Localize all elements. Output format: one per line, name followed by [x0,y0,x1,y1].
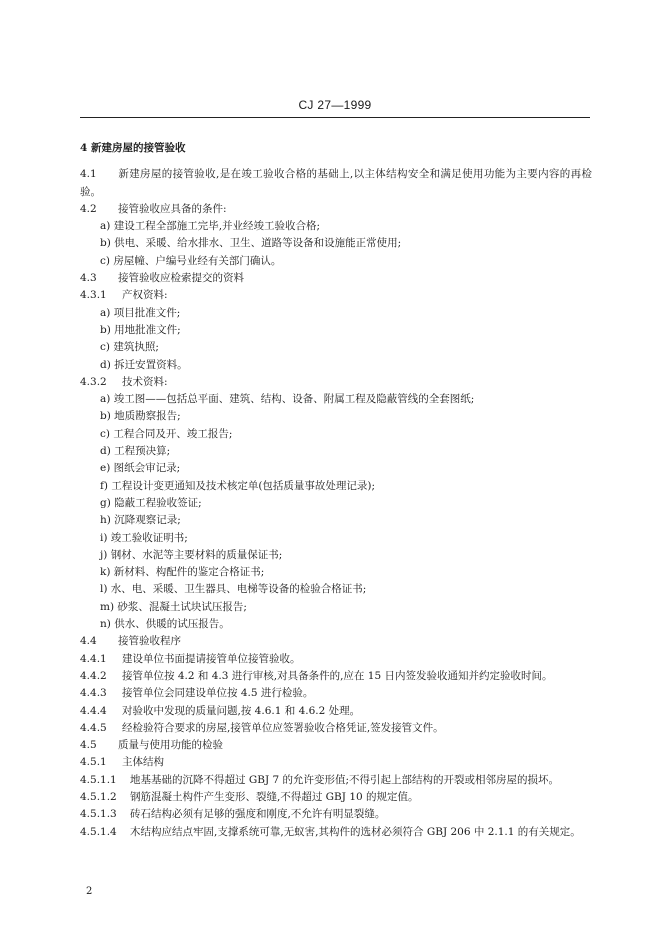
list-item: c) 房屋幢、户编号业经有关部门确认。 [100,254,282,267]
section-title: 4 新建房屋的接管验收 [80,142,186,154]
clause-text: 主体结构 [122,756,164,769]
list-item: j) 钢材、水泥等主要材料的质量保证书; [100,548,283,561]
list-item: i) 竣工验收证明书; [100,531,188,544]
clause-text: 质量与使用功能的检验 [118,739,223,752]
list-item: m) 砂浆、混凝土试块试压报告; [100,600,247,613]
clause-text: 产权资料: [122,289,168,302]
clause-number: 4.4 [80,635,97,648]
clause [80,685,592,702]
clause [80,703,592,720]
clause-number: 4.3.1 [80,289,107,302]
clause [80,374,592,391]
list-item: b) 供电、采暖、给水排水、卫生、道路等设备和设施能正常使用; [100,237,402,250]
clause-text: 接管验收应检索提交的资料 [118,272,244,285]
list-item: e) 图纸会审记录; [100,462,181,475]
clause [80,633,592,650]
clause-number: 4.4.4 [80,704,107,717]
clause [80,166,592,201]
clause [80,651,592,668]
clause [80,270,592,287]
clause-text: 钢筋混凝土构件产生变形、裂缝,不得超过 GBJ 10 的规定值。 [130,790,419,803]
clause-number: 4.5 [80,739,97,752]
clause-number: 4.5.1.3 [80,808,117,821]
document-body [80,140,592,841]
clause [80,772,592,789]
clause-text: 木结构应结点牢固,支撑系统可靠,无蚁害,其构件的选材必须符合 GBJ 206 中 2.1.1 的有关规定。 [130,825,581,838]
list-item: k) 新材料、构配件的鉴定合格证书; [100,566,265,579]
clause-text: 砖石结构必须有足够的强度和刚度,不允许有明显裂缝。 [130,808,386,821]
clause-number: 4.1 [80,168,97,181]
clause-number: 4.4.5 [80,721,107,734]
clause-text: 经检验符合要求的房屋,接管单位应签署验收合格凭证,签发接管文件。 [122,721,444,734]
clause-number: 4.5.1 [80,756,107,769]
list-item: b) 用地批准文件; [100,323,181,336]
list-item: n) 供水、供暖的试压报告。 [100,618,230,631]
clause [80,806,592,823]
list-item: b) 地质勘察报告; [100,410,181,423]
clause [80,737,592,754]
clause-list [80,166,592,841]
clause [80,720,592,737]
list-item: c) 工程合同及开、竣工报告; [100,427,233,440]
clause-number: 4.4.1 [80,652,107,665]
header-rule [80,117,590,118]
list-item: g) 隐蔽工程验收签证; [100,496,202,509]
clause [80,201,592,218]
clause-text: 新建房屋的接管验收,是在竣工验收合格的基础上,以主体结构安全和满足使用功能为主要内容的再检验。 [80,168,592,198]
clause [80,824,592,841]
standard-code-header: CJ 27—1999 [298,98,372,112]
clause-number: 4.3 [80,272,97,285]
clause-text: 技术资料: [122,375,168,388]
list-item: d) 拆迁安置资料。 [100,358,188,371]
clause-text: 对验收中发现的质量问题,按 4.6.1 和 4.6.2 处理。 [122,704,361,717]
clause [80,789,592,806]
clause-text: 接管单位会同建设单位按 4.5 进行检验。 [122,687,314,700]
clause-number: 4.5.1.2 [80,790,117,803]
clause-text: 接管单位按 4.2 和 4.3 进行审核,对具备条件的,应在 15 日内签发验收通知并约定验收时间。 [122,669,553,682]
clause-text: 地基基础的沉降不得超过 GBJ 7 的允许变形值;不得引起上部结构的开裂或相邻房屋的损坏。 [130,773,560,786]
list-item: a) 建设工程全部施工完毕,并业经竣工验收合格; [100,220,321,233]
clause-number: 4.5.1.4 [80,825,117,838]
clause-number: 4.5.1.1 [80,773,117,786]
list-item: l) 水、电、采暖、卫生器具、电梯等设备的检验合格证书; [100,583,367,596]
clause-number: 4.3.2 [80,375,107,388]
clause [80,287,592,304]
clause-text: 接管验收应具备的条件: [118,202,227,215]
clause-number: 4.2 [80,202,97,215]
list-item: a) 竣工图——包括总平面、建筑、结构、设备、附属工程及隐蔽管线的全套图纸; [100,393,475,406]
page-number: 2 [86,886,93,897]
list-item: d) 工程预决算; [100,445,171,458]
list-item: h) 沉降观察记录; [100,514,181,527]
clause-number: 4.4.2 [80,669,107,682]
list-item: f) 工程设计变更通知及技术核定单(包括质量事故处理记录); [100,479,376,492]
clause [80,754,592,771]
clause-text: 接管验收程序 [118,635,181,648]
clause-number: 4.4.3 [80,687,107,700]
clause-text: 建设单位书面提请接管单位接管验收。 [122,652,301,665]
list-item: c) 建筑执照; [100,341,159,354]
list-item: a) 项目批准文件; [100,306,181,319]
clause [80,668,592,685]
